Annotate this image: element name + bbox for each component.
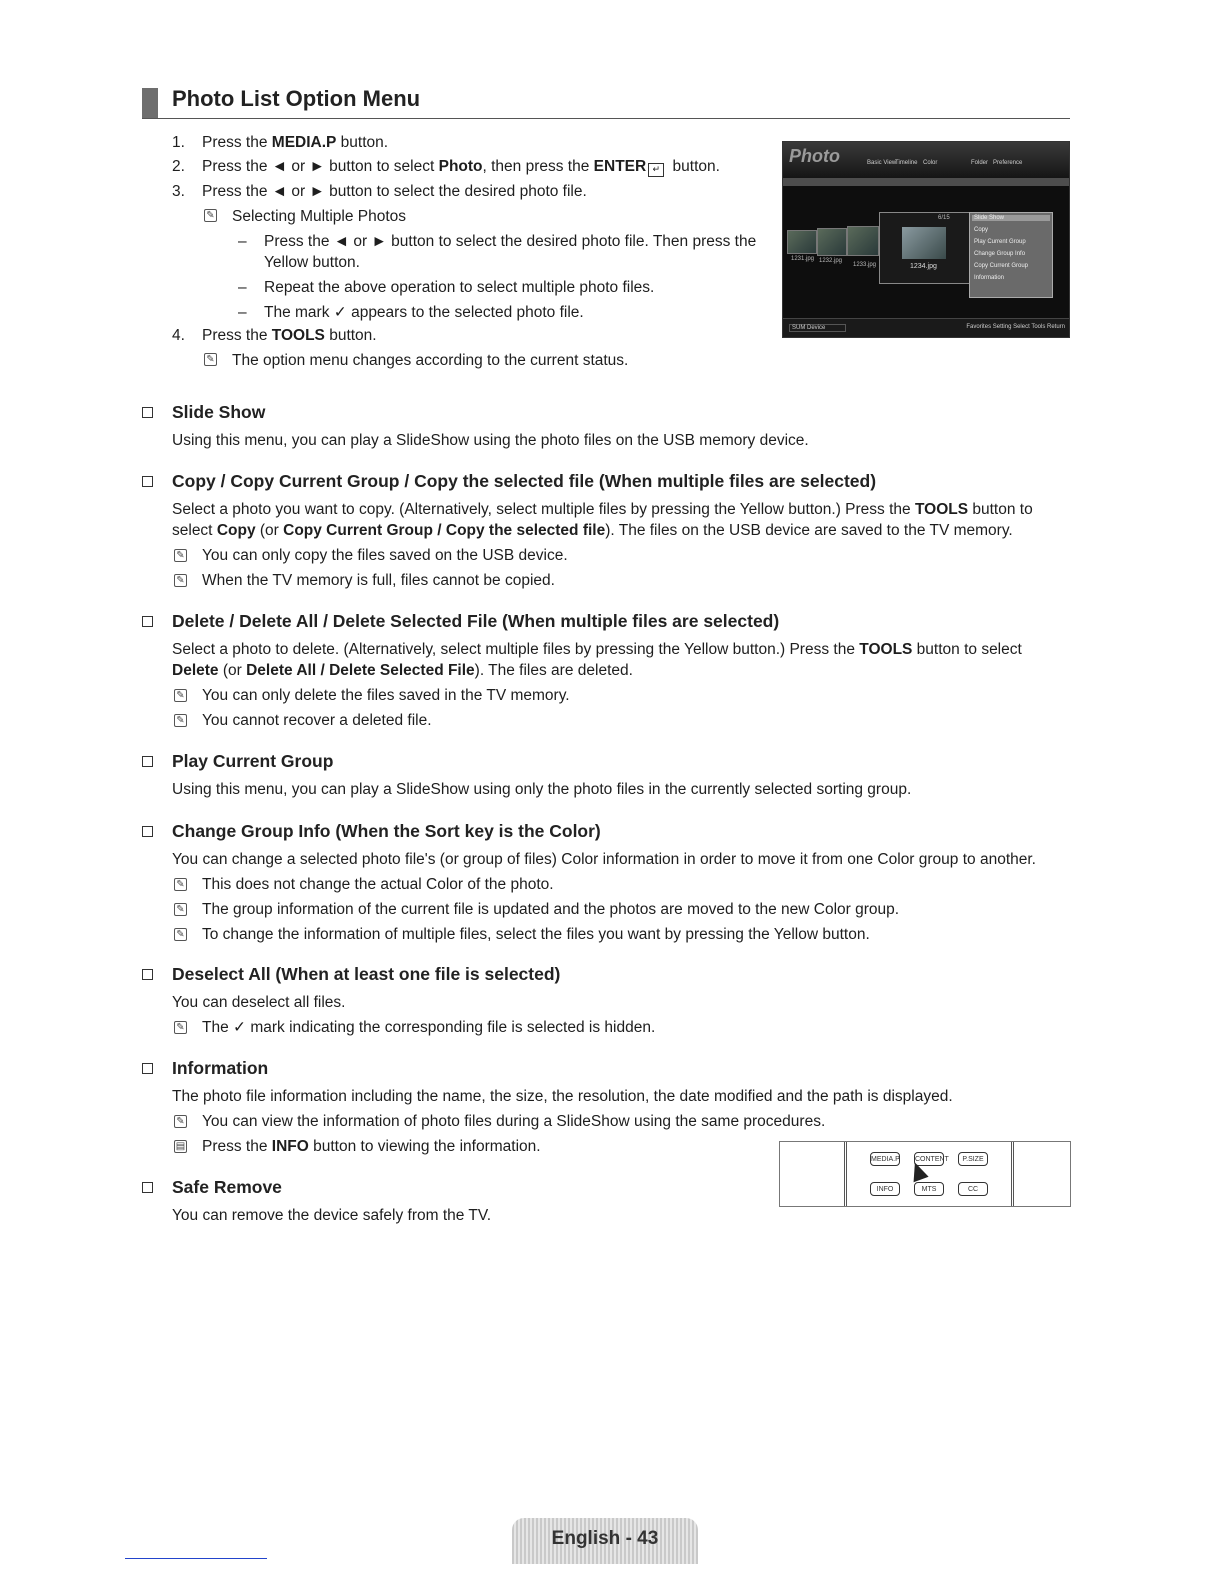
remote-illustration [779, 1141, 1071, 1207]
tv-menu-item: Change Group Info [974, 251, 1026, 257]
note-icon: ✎ [174, 549, 187, 562]
tv-thumbnail [787, 230, 817, 254]
section-title: Information [172, 1058, 269, 1078]
mts-button-icon: MTS [914, 1182, 944, 1196]
step-4: 4. Press the TOOLS button. [172, 327, 377, 344]
footer-line [125, 1558, 267, 1559]
note-icon: ✎ [174, 574, 187, 587]
checkbox-icon [142, 826, 153, 837]
section-information: Information The photo file information including the name, the size, the resolution, the date modified and the path is displayed. ✎ You can view the information of photo files during a SlideShow using the same procedures. ▤ Press the INFO button to viewing the information. [142, 1058, 1072, 1157]
tv-thumbnail [847, 226, 879, 256]
note-icon: ✎ [174, 689, 187, 702]
tv-color-band [783, 178, 1069, 186]
step-1: 1. Press the MEDIA.P button. [172, 134, 389, 151]
checkbox-icon [142, 1182, 153, 1193]
section-copy: Copy / Copy Current Group / Copy the selected file (When multiple files are selected) Select a photo you want to copy. (Alternatively, select multiple files by pressing the Yellow button.) Press the TOOLS button to select Copy (or Copy Current Group / Copy the selected file). The files on the USB device are saved to the TV memory. ✎ You can only copy the files saved on the USB device. ✎ When the TV memory is full, files cannot be copied. [142, 471, 1072, 591]
tv-tab: Folder [971, 160, 989, 166]
checkbox-icon [142, 616, 153, 627]
tv-tab: Preference [993, 160, 1023, 166]
note-icon: ✎ [204, 353, 217, 366]
section-title: Copy / Copy Current Group / Copy the selected file (When multiple files are selected) [172, 471, 877, 491]
p-size-button-icon: P.SIZE [958, 1152, 988, 1166]
tv-menu-item: Slide Show [972, 215, 1050, 221]
tv-tab: Timeline [895, 160, 918, 166]
step-3-note: ✎ Selecting Multiple Photos [172, 207, 772, 227]
section-safe-remove: Safe Remove You can remove the device safely from the TV. [142, 1177, 1072, 1226]
tv-top-bar [783, 142, 1069, 178]
check-mark-icon: ✓ [333, 304, 347, 321]
steps-list [172, 134, 772, 375]
page-title-text: Photo List Option Menu [172, 86, 421, 111]
note-icon: ✎ [174, 714, 187, 727]
section-slide-show: Slide Show Using this menu, you can play a SlideShow using the photo files on the USB memory device. [142, 402, 1072, 451]
tv-filename: 1233.jpg [853, 262, 877, 268]
checkbox-icon [142, 756, 153, 767]
section-title: Slide Show [172, 402, 266, 422]
page-number-badge [512, 1518, 698, 1564]
tv-bottom-bar: SUM Device Favorites Setting Select Tools Return [783, 318, 1069, 337]
tv-option-menu [969, 212, 1053, 298]
tv-tab: Basic View [867, 160, 897, 166]
section-title: Delete / Delete All / Delete Selected File (When multiple files are selected) [172, 611, 780, 631]
remote-hint-icon: ▤ [175, 1141, 186, 1152]
cc-button-icon: CC [958, 1182, 988, 1196]
check-mark-icon: ✓ [233, 1019, 247, 1036]
tv-menu-item: Information [974, 275, 1005, 281]
step-3-dash-1: – Press the ◄ or ► button to select the desired photo file. Then press the Yellow button. [238, 233, 757, 271]
tv-menu-item: Copy Current Group [974, 263, 1029, 269]
checkbox-icon [142, 969, 153, 980]
note-icon: ✎ [174, 1021, 187, 1034]
section-play-current-group: Play Current Group Using this menu, you can play a SlideShow using only the photo files in the currently selected sorting group. [142, 751, 1072, 800]
tv-screenshot [782, 141, 1070, 338]
title-marker [142, 88, 158, 118]
tv-thumbnail [817, 228, 847, 256]
page-title [142, 86, 1070, 119]
checkbox-icon [142, 1063, 153, 1074]
tv-logo: Photo [789, 146, 840, 166]
step-3-dash-3: – The mark ✓ appears to the selected photo file. [238, 304, 584, 321]
tv-filename: 1231.jpg [791, 256, 815, 262]
section-title: Change Group Info (When the Sort key is the Color) [172, 821, 601, 841]
section-delete: Delete / Delete All / Delete Selected File (When multiple files are selected) Select a photo to delete. (Alternatively, select multiple files by pressing the Yellow button.) Press the TOOLS button to select Delete (or Delete All / Delete Selected File). The files are deleted. ✎ You can only delete the files saved in the TV memory. ✎ You cannot recover a deleted file. [142, 611, 1072, 731]
step-2: 2. Press the ◄ or ► button to select Photo, then press the ENTER ↵ button. [172, 158, 720, 175]
tv-menu-item: Copy [974, 227, 989, 233]
tv-selected-photo-image [902, 227, 946, 259]
step-3-dash-2: – Repeat the above operation to select multiple photo files. [238, 279, 655, 296]
tv-filename: 1232.jpg [819, 258, 843, 264]
enter-icon: ↵ [648, 163, 664, 177]
note-icon: ✎ [174, 878, 187, 891]
checkbox-icon [142, 476, 153, 487]
section-title: Play Current Group [172, 751, 334, 771]
tv-tab: Color [923, 160, 938, 166]
section-change-group-info: Change Group Info (When the Sort key is the Color) You can change a selected photo file's (or group of files) Color information in order to move it from one Color group to another. ✎ This does not change the actual Color of the photo. ✎ The group information of the current file is updated and the photos are moved to the new Color group. ✎ To change the information of multiple files, select the files you want by pressing the Yellow button. [142, 821, 1072, 945]
content-button-icon: CONTENT [914, 1152, 944, 1166]
info-button-icon: INFO [870, 1182, 900, 1196]
media-p-button-icon: MEDIA.P [870, 1152, 900, 1166]
note-icon: ✎ [174, 903, 187, 916]
note-icon: ✎ [174, 1115, 187, 1128]
section-deselect-all: Deselect All (When at least one file is selected) You can deselect all files. ✎ The ✓ mark indicating the corresponding file is selected is hidden. [142, 964, 1072, 1038]
checkbox-icon [142, 407, 153, 418]
step-4-note: ✎ The option menu changes according to the current status. [172, 351, 772, 371]
section-title: Safe Remove [172, 1177, 282, 1197]
page-number: English - 43 [551, 1528, 659, 1549]
tv-menu-item: Play Current Group [974, 239, 1026, 245]
section-title: Deselect All (When at least one file is selected) [172, 964, 561, 984]
step-3: 3. Press the ◄ or ► button to select the desired photo file. [172, 183, 587, 200]
note-icon: ✎ [174, 928, 187, 941]
tv-selected-photo: 6/15 1234.jpg [879, 212, 971, 284]
note-icon: ✎ [204, 209, 217, 222]
